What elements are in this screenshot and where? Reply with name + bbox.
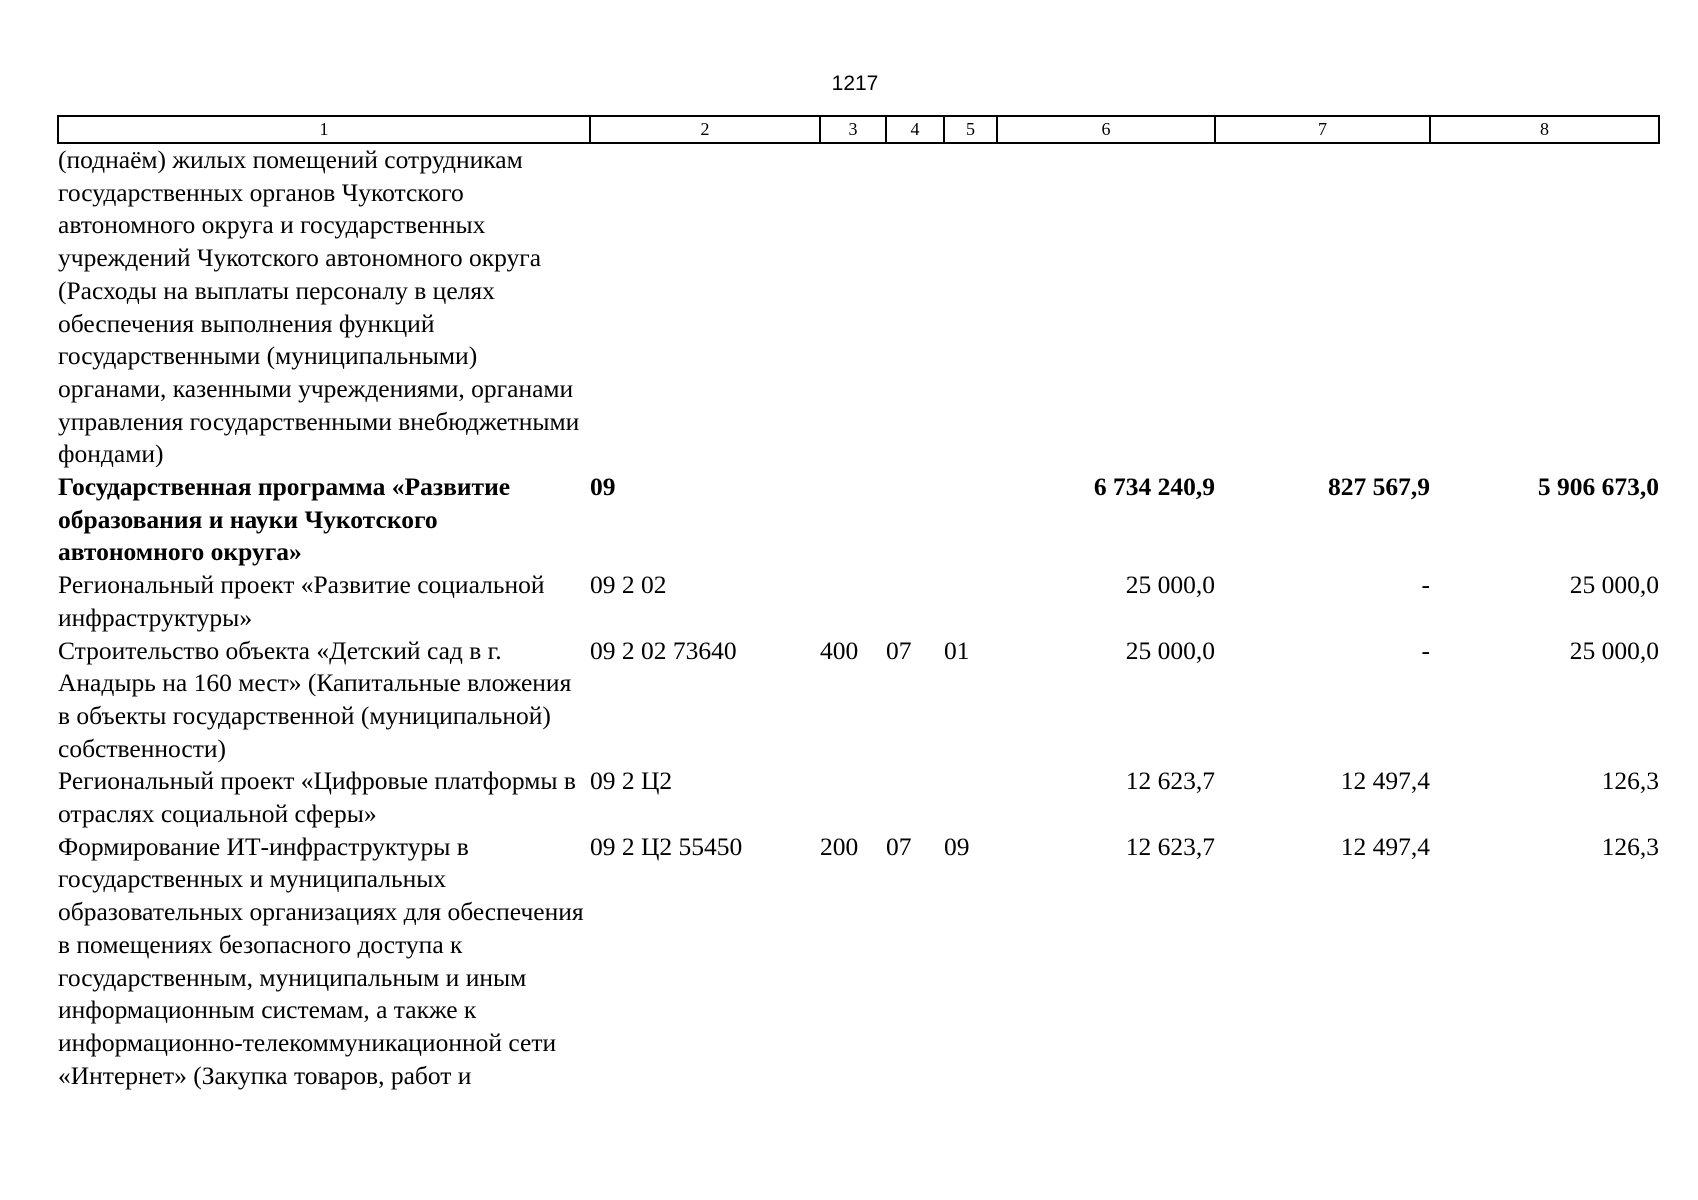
row-expense-type: [820, 143, 886, 471]
row-total: 12 623,7: [1125, 831, 1215, 861]
row-expense-type: [820, 471, 886, 569]
row-regional: [1430, 143, 1659, 471]
row-federal: 12 497,4: [1340, 766, 1430, 796]
row-regional: 25 000,0: [1569, 570, 1659, 600]
row-section: [886, 143, 944, 471]
row-target-code: [590, 143, 820, 471]
row-name: Формирование ИТ-инфраструктуры в государственных и муниципальных образовательных организациях для обеспечения в помещениях безопасного доступа к государственным, муниципальным и иным информационным системам, а также к информационно-телекоммуникационной сети «Интернет» (Закупка товаров, работ и: [58, 831, 584, 1090]
row-target-code: 09 2 02 73640: [590, 635, 737, 665]
column-number-header-row: [58, 116, 1659, 143]
row-name: Государственная программа «Развитие образования и науки Чукотского автономного округа»: [58, 472, 511, 567]
row-subsection: 09: [944, 831, 970, 861]
row-federal: -: [1421, 635, 1430, 665]
column-header-7: 7: [1215, 116, 1430, 143]
row-section: 07: [886, 635, 912, 665]
table-row-program: [58, 471, 1659, 569]
row-section: [886, 471, 944, 569]
column-header-1: 1: [58, 116, 590, 143]
row-name: Строительство объекта «Детский сад в г. Анадырь на 160 мест» (Капитальные вложения в объекты государственной (муниципальной) собственности): [58, 635, 572, 763]
row-name: (поднаём) жилых помещений сотрудникам государственных органов Чукотского автономного округа и государственных учреждений Чукотского автономного округа (Расходы на выплаты персоналу в целях обеспечения выполнения функций государственными (муниципальными) органами, казенными учреждениями, органами управления государственными внебюджетными фондами): [58, 145, 580, 469]
column-header-4: 4: [886, 116, 944, 143]
row-target-code: 09 2 Ц2: [590, 766, 673, 796]
row-federal: [1215, 143, 1430, 471]
row-section: 07: [886, 831, 912, 861]
row-total: 12 623,7: [1125, 766, 1215, 796]
row-target-code: 09: [590, 472, 616, 502]
row-expense-type: [820, 765, 886, 830]
page-number: 1217: [831, 72, 879, 95]
row-total: 25 000,0: [1125, 570, 1215, 600]
row-total: 6 734 240,9: [1093, 472, 1215, 502]
row-name: Региональный проект «Развитие социальной инфраструктуры»: [58, 570, 545, 632]
column-header-2: 2: [590, 116, 820, 143]
table-row: [58, 143, 1659, 471]
table-row: [58, 831, 1659, 1093]
row-subsection: [944, 471, 997, 569]
column-header-3: 3: [820, 116, 886, 143]
row-subsection: [944, 765, 997, 830]
column-header-5: 5: [944, 116, 997, 143]
row-subsection: [944, 569, 997, 634]
table-row: [58, 569, 1659, 634]
row-expense-type: 400: [820, 635, 859, 665]
row-expense-type: [820, 569, 886, 634]
row-name: Региональный проект «Цифровые платформы в отраслях социальной сферы»: [58, 766, 576, 829]
row-section: [886, 569, 944, 634]
row-target-code: 09 2 Ц2 55450: [590, 831, 743, 861]
table-row: [58, 765, 1659, 830]
row-target-code: 09 2 02: [590, 570, 667, 600]
budget-table: [57, 115, 1660, 1092]
row-regional: 5 906 673,0: [1537, 472, 1659, 502]
row-federal: 827 567,9: [1328, 472, 1430, 502]
row-subsection: [944, 143, 997, 471]
row-subsection: 01: [944, 635, 970, 665]
row-federal: -: [1421, 570, 1430, 600]
row-federal: 12 497,4: [1340, 831, 1430, 861]
row-total: [997, 143, 1215, 471]
table-row: [58, 635, 1659, 766]
column-header-6: 6: [997, 116, 1215, 143]
row-expense-type: 200: [820, 831, 859, 861]
row-total: 25 000,0: [1125, 635, 1215, 665]
row-regional: 126,3: [1601, 831, 1659, 861]
column-header-8: 8: [1430, 116, 1659, 143]
row-section: [886, 765, 944, 830]
row-regional: 25 000,0: [1569, 635, 1659, 665]
row-regional: 126,3: [1601, 766, 1659, 796]
